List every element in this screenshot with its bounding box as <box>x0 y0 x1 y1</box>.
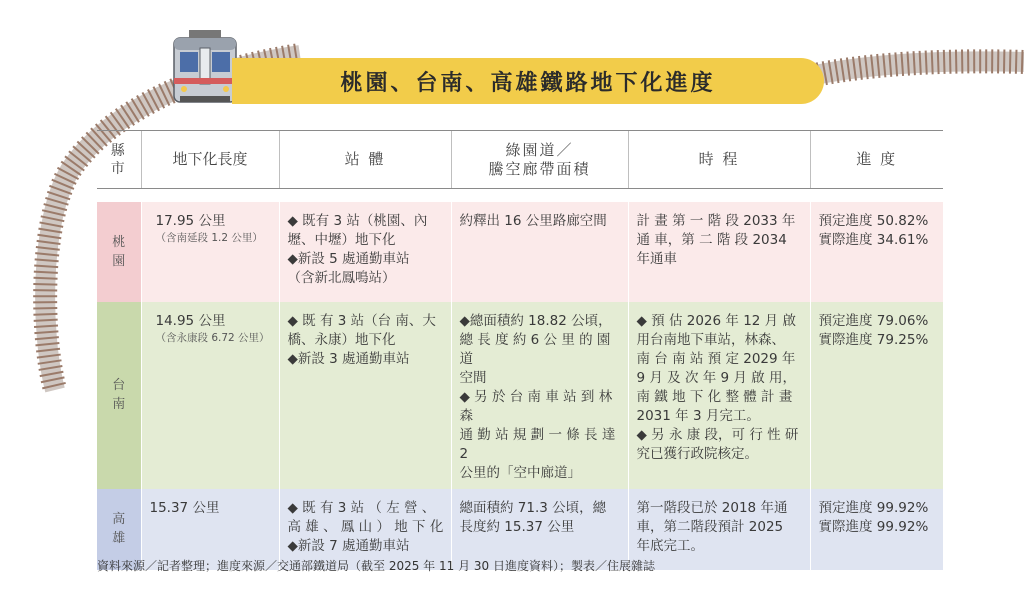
progress-cell: 預定進度 79.06% 實際進度 79.25% <box>810 302 943 489</box>
station-cell: ◆ 既 有 3 站（台 南、大 橋、永康）地下化 ◆新設 3 處通勤車站 <box>279 302 451 489</box>
header-county: 縣 市 <box>97 131 141 189</box>
schedule-cell: 第一階段已於 2018 年通 車，第二階段預計 2025 年底完工。 <box>628 489 810 570</box>
train-icon <box>174 30 236 102</box>
source-note: 資料來源／記者整理；進度來源／交通部鐵道局（截至 2025 年 11 月 30 日進度資料）；製表／住展雜誌 <box>97 559 655 573</box>
header-progress: 進 度 <box>810 131 943 189</box>
length-cell: 15.37 公里 <box>141 489 279 570</box>
table-row-tainan <box>97 302 943 489</box>
station-cell: ◆ 既有 3 站（桃園、內 壢、中壢）地下化 ◆新設 5 處通勤車站 （含新北鳳鳴站） <box>279 202 451 302</box>
progress-cell: 預定進度 50.82% 實際進度 34.61% <box>810 202 943 302</box>
header-schedule: 時 程 <box>628 131 810 189</box>
greenway-cell: 總面積約 71.3 公頃，總 長度約 15.37 公里 <box>451 489 628 570</box>
greenway-cell: ◆總面積約 18.82 公頃， 總 長 度 約 6 公 里 的 園 道 空間 ◆ 另 於 台 南 車 站 到 林 森 通 勤 站 規 劃 一 條 長 達 2 公里的「空中廊道」 <box>451 302 628 489</box>
city-cell: 台 南 <box>97 302 141 489</box>
length-cell: 17.95 公里 （含南延段 1.2 公里） <box>141 202 279 302</box>
city-cell: 高 雄 <box>97 489 141 570</box>
city-cell: 桃 園 <box>97 202 141 302</box>
page-title: 桃園、台南、高雄鐵路地下化進度 <box>340 69 716 96</box>
title-banner <box>232 58 824 104</box>
station-cell: ◆ 既 有 3 站 （ 左 營 、 高 雄 、 鳳 山 ） 地 下 化 ◆新設 7 處通勤車站 <box>279 489 451 570</box>
progress-cell: 預定進度 99.92% 實際進度 99.92% <box>810 489 943 570</box>
table-row-taoyuan <box>97 202 943 302</box>
schedule-cell: 計 畫 第 一 階 段 2033 年 通 車，第 二 階 段 2034 年通車 <box>628 202 810 302</box>
table-header-row <box>97 131 943 189</box>
schedule-cell: ◆ 預 估 2026 年 12 月 啟 用台南地下車站，林森、 南 台 南 站 預 定 2029 年 9 月 及 次 年 9 月 啟 用， 南 鐵 地 下 化 整 體 計 畫 2031 年 3 月完工。 ◆ 另 永 康 段，可 行 性 研 究已獲行政院核定。 <box>628 302 810 489</box>
progress-table-container <box>97 130 943 570</box>
header-greenway: 綠園道／ 騰空廊帶面積 <box>451 131 628 189</box>
header-length: 地下化長度 <box>141 131 279 189</box>
length-cell: 14.95 公里 （含永康段 6.72 公里） <box>141 302 279 489</box>
header-station: 站 體 <box>279 131 451 189</box>
progress-table <box>97 130 943 570</box>
greenway-cell: 約釋出 16 公里路廊空間 <box>451 202 628 302</box>
